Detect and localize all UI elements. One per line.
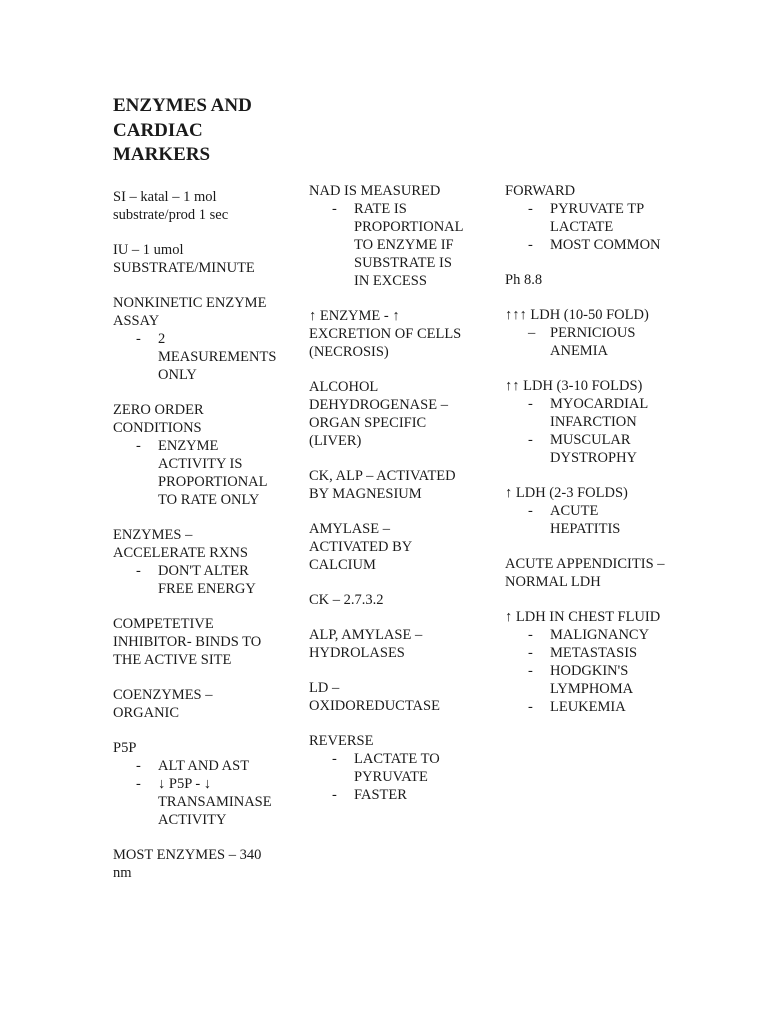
bullet-list xyxy=(505,200,665,254)
note-heading: ALCOHOL DEHYDROGENASE – ORGAN SPECIFIC (LIVER) xyxy=(309,379,448,449)
note-heading: Ph 8.8 xyxy=(505,272,543,288)
note-block xyxy=(113,241,273,277)
notes-column-2 xyxy=(309,182,469,821)
bullet-list xyxy=(505,395,665,467)
bullet-item: - METASTASIS xyxy=(505,644,665,662)
bullet-item: - ALT AND AST xyxy=(113,757,273,775)
bullet-item: - RATE IS PROPORTIONAL TO ENZYME IF SUBSTRATE IS IN EXCESS xyxy=(309,200,469,290)
bullet-list xyxy=(505,626,665,716)
note-heading: ACUTE APPENDICITIS – NORMAL LDH xyxy=(505,556,665,590)
note-heading: REVERSE xyxy=(309,733,374,749)
note-block xyxy=(309,626,469,662)
note-heading: ↑ LDH (2-3 FOLDS) xyxy=(505,485,628,501)
note-block xyxy=(113,401,273,509)
note-heading: AMYLASE – ACTIVATED BY CALCIUM xyxy=(309,521,412,573)
note-heading: ↑↑↑ LDH (10-50 FOLD) xyxy=(505,307,649,323)
bullet-item: - 2 MEASUREMENTS ONLY xyxy=(113,330,273,384)
bullet-list xyxy=(113,562,273,598)
note-heading: ENZYMES – ACCELERATE RXNS xyxy=(113,527,248,561)
bullet-item: - PYRUVATE TP LACTATE xyxy=(505,200,665,236)
note-heading: LD – OXIDOREDUCTASE xyxy=(309,680,440,714)
note-heading: NONKINETIC ENZYME ASSAY xyxy=(113,295,267,329)
bullet-list xyxy=(113,437,273,509)
note-heading: ALP, AMYLASE – HYDROLASES xyxy=(309,627,423,661)
note-heading: FORWARD xyxy=(505,183,576,199)
note-block xyxy=(309,520,469,574)
note-heading: IU – 1 umol SUBSTRATE/MINUTE xyxy=(113,242,255,276)
bullet-item: - LEUKEMIA xyxy=(505,698,665,716)
note-heading: SI – katal – 1 mol substrate/prod 1 sec xyxy=(113,189,229,223)
note-block xyxy=(505,306,665,360)
note-block xyxy=(113,846,273,882)
notes-column-3 xyxy=(505,182,665,733)
note-block xyxy=(113,188,273,224)
note-heading: COMPETETIVE INHIBITOR- BINDS TO THE ACTIVE SITE xyxy=(113,616,262,668)
note-block xyxy=(113,294,277,384)
note-heading: COENZYMES – ORGANIC xyxy=(113,687,213,721)
note-block xyxy=(309,307,469,361)
bullet-list xyxy=(309,750,469,804)
bullet-item: - MYOCARDIAL INFARCTION xyxy=(505,395,665,431)
note-heading: ↑ ENZYME - ↑ EXCRETION OF CELLS (NECROSIS) xyxy=(309,308,462,360)
note-block xyxy=(309,467,469,503)
note-heading: ↑↑ LDH (3-10 FOLDS) xyxy=(505,378,643,394)
bullet-list xyxy=(113,330,277,384)
note-block xyxy=(505,555,665,591)
note-heading: CK, ALP – ACTIVATED BY MAGNESIUM xyxy=(309,468,456,502)
note-block xyxy=(505,484,665,538)
bullet-list xyxy=(505,502,665,538)
bullet-list xyxy=(505,324,665,360)
note-block xyxy=(113,526,273,598)
note-block xyxy=(309,378,469,450)
note-block xyxy=(113,686,273,722)
note-block xyxy=(309,591,469,609)
note-block xyxy=(505,182,665,254)
note-heading: CK – 2.7.3.2 xyxy=(309,592,384,608)
bullet-item: - DON'T ALTER FREE ENERGY xyxy=(113,562,273,598)
bullet-item: - ENZYME ACTIVITY IS PROPORTIONAL TO RATE ONLY xyxy=(113,437,273,509)
note-heading: NAD IS MEASURED xyxy=(309,183,441,199)
note-block xyxy=(309,182,469,290)
note-block xyxy=(309,679,469,715)
note-block xyxy=(113,615,273,669)
note-heading: ZERO ORDER CONDITIONS xyxy=(113,402,204,436)
bullet-item: - ↓ P5P - ↓ TRANSAMINASE ACTIVITY xyxy=(113,775,273,829)
note-block xyxy=(113,739,273,829)
bullet-item: - FASTER xyxy=(309,786,469,804)
page-title: ENZYMES AND CARDIAC MARKERS xyxy=(113,95,252,165)
bullet-list xyxy=(113,757,273,829)
bullet-item: - MUSCULAR DYSTROPHY xyxy=(505,431,665,467)
notes-column-1 xyxy=(113,188,277,899)
bullet-item: - HODGKIN'S LYMPHOMA xyxy=(505,662,665,698)
note-block xyxy=(505,271,665,289)
bullet-item: – PERNICIOUS ANEMIA xyxy=(505,324,665,360)
note-block xyxy=(505,608,665,716)
note-block xyxy=(309,732,469,804)
bullet-item: - MALIGNANCY xyxy=(505,626,665,644)
bullet-item: - ACUTE HEPATITIS xyxy=(505,502,665,538)
bullet-list xyxy=(309,200,469,290)
note-heading: P5P xyxy=(113,740,137,756)
bullet-item: - MOST COMMON xyxy=(505,236,665,254)
note-heading: MOST ENZYMES – 340 nm xyxy=(113,847,262,881)
note-block xyxy=(505,377,665,467)
bullet-item: - LACTATE TO PYRUVATE xyxy=(309,750,469,786)
note-heading: ↑ LDH IN CHEST FLUID xyxy=(505,609,661,625)
